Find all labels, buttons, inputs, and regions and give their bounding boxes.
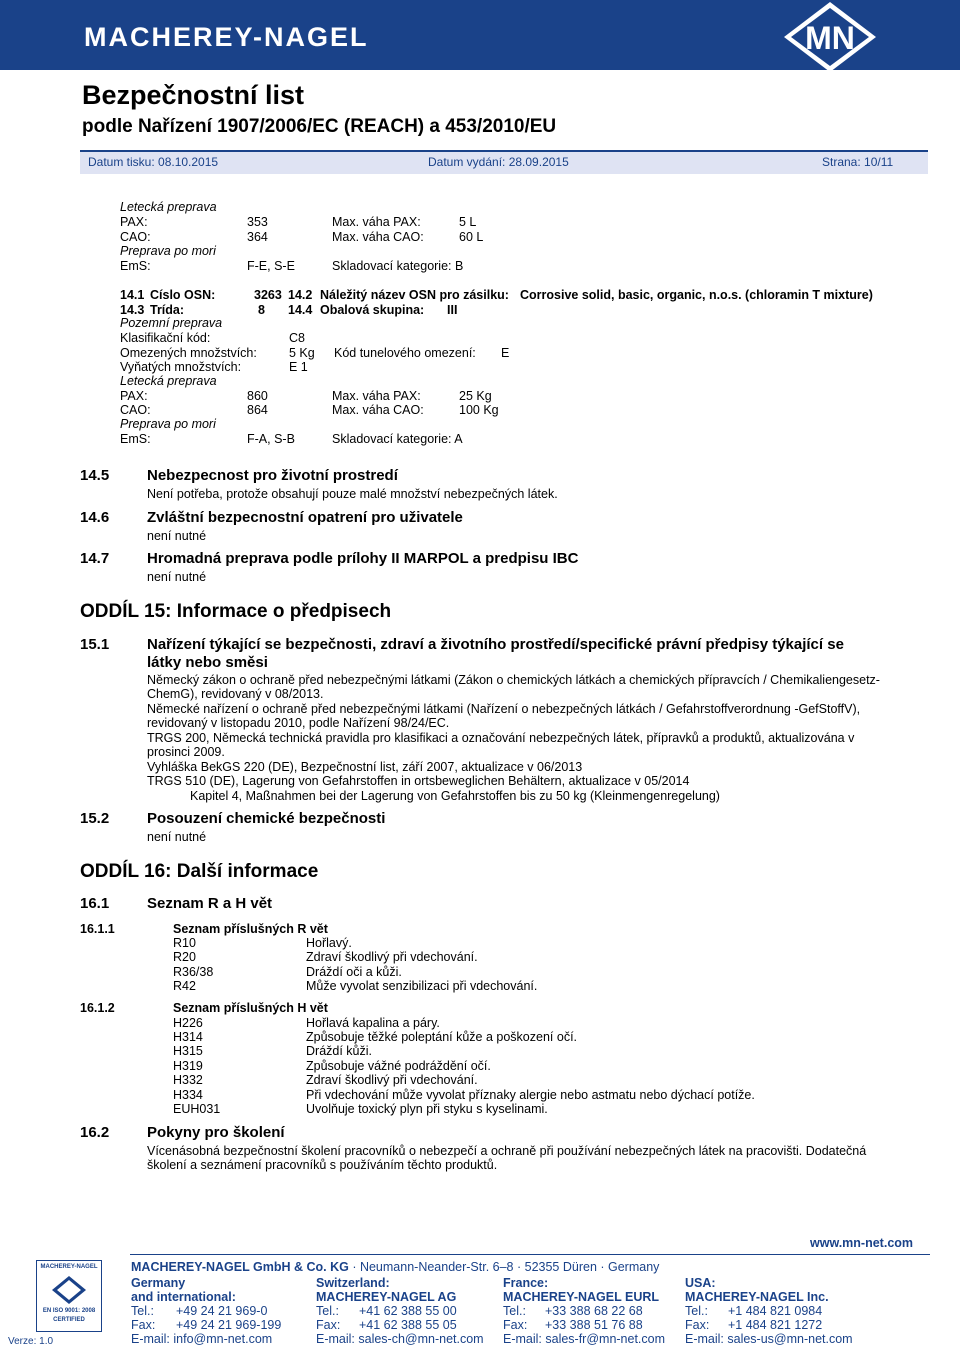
r-code: R42: [173, 979, 196, 993]
training-line: školení a seznámení pracovníků s používáním těchto produktů.: [147, 1158, 498, 1172]
regulation-line: TRGS 200, Německá technická pravidla pro klasifikaci a označování nebezpečných látek, přípravků a produktů, aktualizována v: [147, 731, 855, 745]
ems-label-2: EmS:: [120, 432, 151, 446]
num-14-5: 14.5: [80, 467, 110, 484]
cao-max-label-2: Max. váha CAO:: [332, 403, 424, 417]
fax-value: +33 388 51 76 88: [545, 1318, 643, 1332]
num-14-4: 14.4: [288, 303, 313, 317]
fax-value: +1 484 821 1272: [728, 1318, 823, 1332]
un-number: 3263: [254, 288, 282, 302]
class-code-label: Klasifikační kód:: [120, 331, 211, 345]
cao-label: CAO:: [120, 230, 151, 244]
tel-label: Tel.:: [503, 1304, 526, 1318]
sea-heading-top: Preprava po mori: [120, 244, 216, 258]
packing-group: III: [447, 303, 458, 317]
num-16-1-1: 16.1.1: [80, 922, 115, 936]
tel-value: +49 24 21 969-0: [176, 1304, 268, 1318]
company-line: [131, 1260, 659, 1274]
regulation-line: Německé nařízení o ochraně před nebezpečnými látkami (Nařízení o nebezpečných látkách / Gefahrstoffverordnung -GefStoffV),: [147, 702, 861, 716]
contact-heading: MACHEREY-NAGEL AG: [316, 1290, 457, 1304]
cao-max-label: Max. váha CAO:: [332, 230, 424, 244]
num-16-2: 16.2: [80, 1124, 110, 1141]
email-link[interactable]: E-mail: sales-us@mn-net.com: [685, 1332, 853, 1346]
cert-brand: MACHEREY-NAGEL: [40, 1264, 98, 1270]
page-number: Strana: 10/11: [822, 155, 894, 169]
chemical-safety-title: Posouzení chemické bezpečnosti: [147, 810, 386, 827]
contact-heading: Germany: [131, 1276, 186, 1290]
email-link[interactable]: E-mail: info@mn-net.com: [131, 1332, 273, 1346]
ems-value-2: F-A, S-B: [247, 432, 295, 446]
fax-label: Fax:: [685, 1318, 710, 1332]
mn-logo-icon: [780, 0, 880, 74]
h-text: Hořlavá kapalina a páry.: [306, 1016, 440, 1030]
r-code: R20: [173, 950, 196, 964]
cao-max-2: 100 Kg: [459, 403, 499, 417]
h-code: H332: [173, 1073, 203, 1087]
special-precautions-title: Zvláštní bezpecnostní opatrení pro uživatele: [147, 509, 463, 526]
special-precautions-text: není nutné: [147, 529, 207, 543]
contact-heading: USA:: [685, 1276, 716, 1290]
regulation-line: ChemG), revidovaný v 08/2013.: [147, 687, 324, 701]
class-value: 8: [258, 303, 265, 317]
issue-date: Datum vydání: 28.09.2015: [428, 155, 569, 169]
tel-label: Tel.:: [131, 1304, 154, 1318]
limited-label: Omezených množstvích:: [120, 346, 257, 360]
num-16-1: 16.1: [80, 895, 110, 912]
tel-value: +41 62 388 55 00: [359, 1304, 457, 1318]
h-list-title: Seznam příslušných H vět: [173, 1001, 328, 1015]
h-code: H314: [173, 1030, 203, 1044]
h-text: Způsobuje vážné podráždění očí.: [306, 1059, 491, 1073]
h-text: Zdraví škodlivý při vdechování.: [306, 1073, 478, 1087]
r-text: Hořlavý.: [306, 936, 352, 950]
num-15-1: 15.1: [80, 636, 110, 653]
r-text: Může vyvolat senzibilizaci při vdechování.: [306, 979, 538, 993]
regulation-line: Německý zákon o ochraně před nebezpečnými látkami (Zákon o chemických látkách a chemických přípravcích / Chemikaliengesetz-: [147, 673, 880, 687]
fax-value: +49 24 21 969-199: [176, 1318, 282, 1332]
cao-code: 364: [247, 230, 268, 244]
class-label: Trída:: [150, 303, 185, 317]
r-text: Zdraví škodlivý při vdechování.: [306, 950, 478, 964]
air-heading-top: Letecká preprava: [120, 200, 217, 214]
regulations-title-line1: Nařízení týkající se bezpečnosti, zdraví a životního prostředí/specifické právní předpisy týkající se: [147, 636, 844, 653]
tunnel-label: Kód tunelového omezení:: [334, 346, 476, 360]
contact-heading: MACHEREY-NAGEL Inc.: [685, 1290, 829, 1304]
r-list-title: Seznam příslušných R vět: [173, 922, 328, 936]
excepted-label: Vyňatých množstvích:: [120, 360, 242, 374]
tunnel-value: E: [501, 346, 510, 360]
contact-heading: Switzerland:: [316, 1276, 390, 1290]
sea-heading: Preprava po mori: [120, 417, 216, 431]
num-14-3: 14.3: [120, 303, 145, 317]
regulation-line: TRGS 510 (DE), Lagerung von Gefahrstoffen in ortsbeweglichen Behältern, aktualizace v 05/2014: [147, 774, 690, 788]
un-number-label: Císlo OSN:: [150, 288, 216, 302]
email-link[interactable]: E-mail: sales-ch@mn-net.com: [316, 1332, 484, 1346]
training-title: Pokyny pro školení: [147, 1124, 285, 1141]
mn-logo-small-icon: [51, 1275, 87, 1305]
document-title: Bezpečnostní list: [82, 80, 305, 110]
tel-label: Tel.:: [685, 1304, 708, 1318]
fax-label: Fax:: [316, 1318, 341, 1332]
regulation-line: prosinci 2009.: [147, 745, 225, 759]
company-name: MACHEREY-NAGEL GmbH & Co. KG: [131, 1260, 349, 1274]
land-heading: Pozemní preprava: [120, 316, 223, 330]
pax-max-label-2: Max. váha PAX:: [332, 389, 421, 403]
cao-label-2: CAO:: [120, 403, 151, 417]
contact-heading: France:: [503, 1276, 549, 1290]
cert-standard: EN ISO 9001: 2008: [42, 1308, 96, 1314]
chemical-safety-text: není nutné: [147, 830, 207, 844]
regulation-line: revidovaný v listopadu 2010, podle Nařízení 98/24/EC.: [147, 716, 450, 730]
fax-label: Fax:: [503, 1318, 528, 1332]
company-address: · Neumann-Neander-Str. 6–8 · 52355 Düren · Germany: [348, 1260, 660, 1274]
h-code: H319: [173, 1059, 203, 1073]
cert-status: CERTIFIED: [53, 1317, 85, 1323]
tel-label: Tel.:: [316, 1304, 339, 1318]
h-text: Uvolňuje toxický plyn při styku s kyselinami.: [306, 1102, 548, 1116]
num-16-1-2: 16.1.2: [80, 1001, 115, 1015]
env-hazard-text: Není potřeba, protože obsahují pouze malé množství nebezpečných látek.: [147, 487, 558, 501]
cao-code-2: 864: [247, 403, 268, 417]
excepted-value: E 1: [289, 360, 308, 374]
brand-name: MACHEREY-NAGEL: [84, 22, 369, 52]
num-15-2: 15.2: [80, 810, 110, 827]
section-15-title: ODDÍL 15: Informace o předpisech: [80, 601, 392, 622]
h-text: Způsobuje těžké poleptání kůže a poškození očí.: [306, 1030, 578, 1044]
ems-value: F-E, S-E: [247, 259, 295, 273]
marpol-text: není nutné: [147, 570, 207, 584]
pax-code-2: 860: [247, 389, 268, 403]
num-14-2: 14.2: [288, 288, 313, 302]
pax-label-2: PAX:: [120, 389, 148, 403]
h-code: EUH031: [173, 1102, 221, 1116]
logo-text: MN: [805, 20, 855, 56]
limited-value: 5 Kg: [289, 346, 315, 360]
contact-heading: and international:: [131, 1290, 236, 1304]
r-h-list-title: Seznam R a H vět: [147, 895, 273, 912]
shipping-name-label: Náležitý název OSN pro zásilku:: [320, 288, 509, 302]
num-14-7: 14.7: [80, 550, 110, 567]
version-label: Verze: 1.0: [8, 1336, 54, 1347]
pax-label: PAX:: [120, 215, 148, 229]
training-line: Vícenásobná bezpečnostní školení pracovníků o nebezpečí a ochraně při používání nebezpečných látek na pracovišti. Dodatečná: [147, 1144, 867, 1158]
pax-max: 5 L: [459, 215, 477, 229]
marpol-title: Hromadná preprava podle prílohy II MARPOL a predpisu IBC: [147, 550, 579, 567]
print-date: Datum tisku: 08.10.2015: [88, 155, 219, 169]
regulation-line: Vyhláška BekGS 220 (DE), Bezpečnostní list, září 2007, aktualizace v 06/2013: [147, 760, 583, 774]
fax-value: +41 62 388 55 05: [359, 1318, 457, 1332]
pax-max-2: 25 Kg: [459, 389, 492, 403]
storage-category: Skladovací kategorie: B: [332, 259, 464, 273]
contact-heading: MACHEREY-NAGEL EURL: [503, 1290, 660, 1304]
h-text: Při vdechování může vyvolat příznaky alergie nebo astmatu nebo dýchací potíže.: [306, 1088, 755, 1102]
h-code: H226: [173, 1016, 203, 1030]
class-code: C8: [289, 331, 305, 345]
env-hazard-title: Nebezpecnost pro životní prostredí: [147, 467, 398, 484]
certification-badge: [36, 1260, 102, 1332]
document-subtitle: podle Nařízení 1907/2006/EC (REACH) a 453/2010/EU: [82, 116, 557, 137]
r-code: R36/38: [173, 965, 214, 979]
num-14-1: 14.1: [120, 288, 145, 302]
shipping-name: Corrosive solid, basic, organic, n.o.s. (chloramin T mixture): [520, 288, 873, 302]
fax-label: Fax:: [131, 1318, 156, 1332]
regulation-indent-line: Kapitel 4, Maßnahmen bei der Lagerung von Gefahrstoffen bis zu 50 kg (Kleinmengenregelung): [190, 789, 720, 803]
cao-max: 60 L: [459, 230, 484, 244]
pax-code: 353: [247, 215, 268, 229]
storage-category-2: Skladovací kategorie: A: [332, 432, 463, 446]
date-bar: [80, 150, 928, 174]
pax-max-label: Max. váha PAX:: [332, 215, 421, 229]
section-16-title: ODDÍL 16: Další informace: [80, 861, 319, 882]
website-link[interactable]: www.mn-net.com: [810, 1236, 914, 1250]
packing-group-label: Obalová skupina:: [320, 303, 425, 317]
h-code: H334: [173, 1088, 203, 1102]
num-14-6: 14.6: [80, 509, 110, 526]
r-code: R10: [173, 936, 196, 950]
tel-value: +33 388 68 22 68: [545, 1304, 643, 1318]
footer-divider: [130, 1254, 930, 1255]
h-text: Dráždí kůži.: [306, 1044, 372, 1058]
r-text: Dráždí oči a kůži.: [306, 965, 402, 979]
tel-value: +1 484 821 0984: [728, 1304, 823, 1318]
email-link[interactable]: E-mail: sales-fr@mn-net.com: [503, 1332, 666, 1346]
air-heading: Letecká preprava: [120, 374, 217, 388]
regulations-title-line2: látky nebo směsi: [147, 654, 268, 671]
ems-label: EmS:: [120, 259, 151, 273]
h-code: H315: [173, 1044, 203, 1058]
